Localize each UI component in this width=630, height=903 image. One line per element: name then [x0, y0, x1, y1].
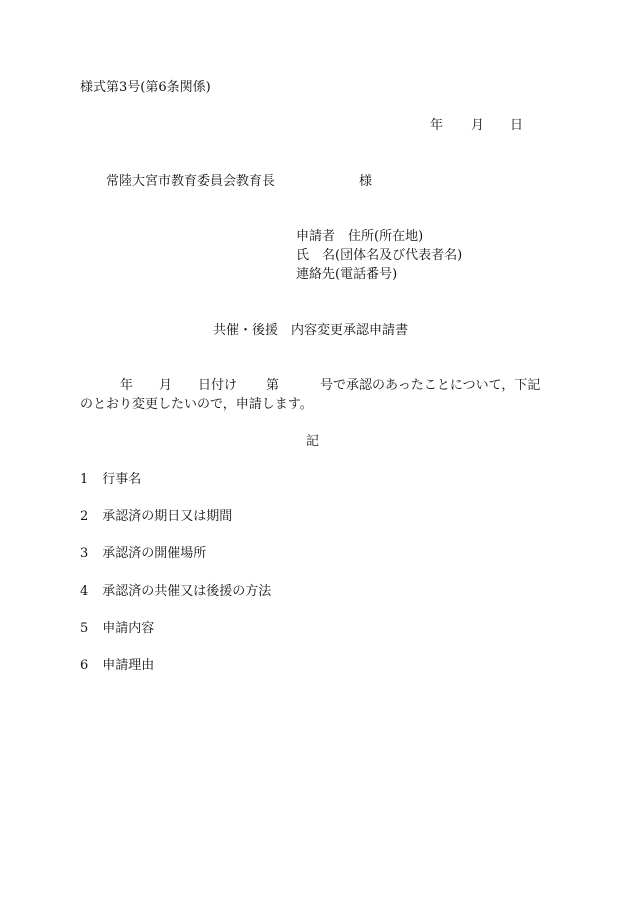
- date-day: 日: [510, 118, 524, 133]
- applicant-address: 住所(所在地): [348, 229, 424, 244]
- date-month: 月: [471, 118, 485, 133]
- item-label: 申請内容: [102, 621, 155, 636]
- addressee-name: 常陸大宮市教育委員会教育長: [106, 174, 276, 189]
- list-item: [80, 584, 271, 600]
- item-label: 承認済の開催場所: [102, 546, 207, 561]
- item-number: 4: [80, 584, 89, 599]
- body-number-prefix: 第: [266, 378, 280, 393]
- item-label: 承認済の期日又は期間: [102, 509, 233, 524]
- item-number: 6: [80, 658, 89, 673]
- item-label: 申請理由: [102, 658, 155, 673]
- list-item: [80, 509, 232, 525]
- item-number: 1: [80, 472, 89, 487]
- item-label: 承認済の共催又は後援の方法: [102, 584, 272, 599]
- body-year: 年: [120, 378, 134, 393]
- applicant-contact: 連絡先(電話番号): [296, 267, 398, 282]
- date-line: [430, 118, 523, 134]
- body-dated: 日付け: [198, 378, 238, 393]
- list-item: [80, 546, 206, 562]
- ki-heading: 記: [306, 434, 320, 449]
- addressee-honorific: 様: [359, 174, 373, 189]
- body-month: 月: [159, 378, 173, 393]
- item-number: 2: [80, 509, 89, 524]
- list-item: [80, 621, 154, 637]
- document-title: 共催・後援 内容変更承認申請書: [213, 323, 409, 338]
- body-line2: のとおり変更したいので，申請します。: [80, 397, 313, 412]
- body-line1-rest: 号で承認のあったことについて，下記: [320, 378, 541, 393]
- form-number: 様式第3号(第6条関係): [80, 80, 211, 95]
- applicant-label: 申請者: [296, 229, 336, 244]
- applicant-name-label: 氏 名(団体名及び代表者名): [296, 248, 463, 263]
- item-number: 5: [80, 621, 89, 636]
- list-item: [80, 658, 154, 674]
- item-label: 行事名: [102, 472, 142, 487]
- date-year: 年: [430, 118, 444, 133]
- list-item: [80, 472, 141, 488]
- item-number: 3: [80, 546, 89, 561]
